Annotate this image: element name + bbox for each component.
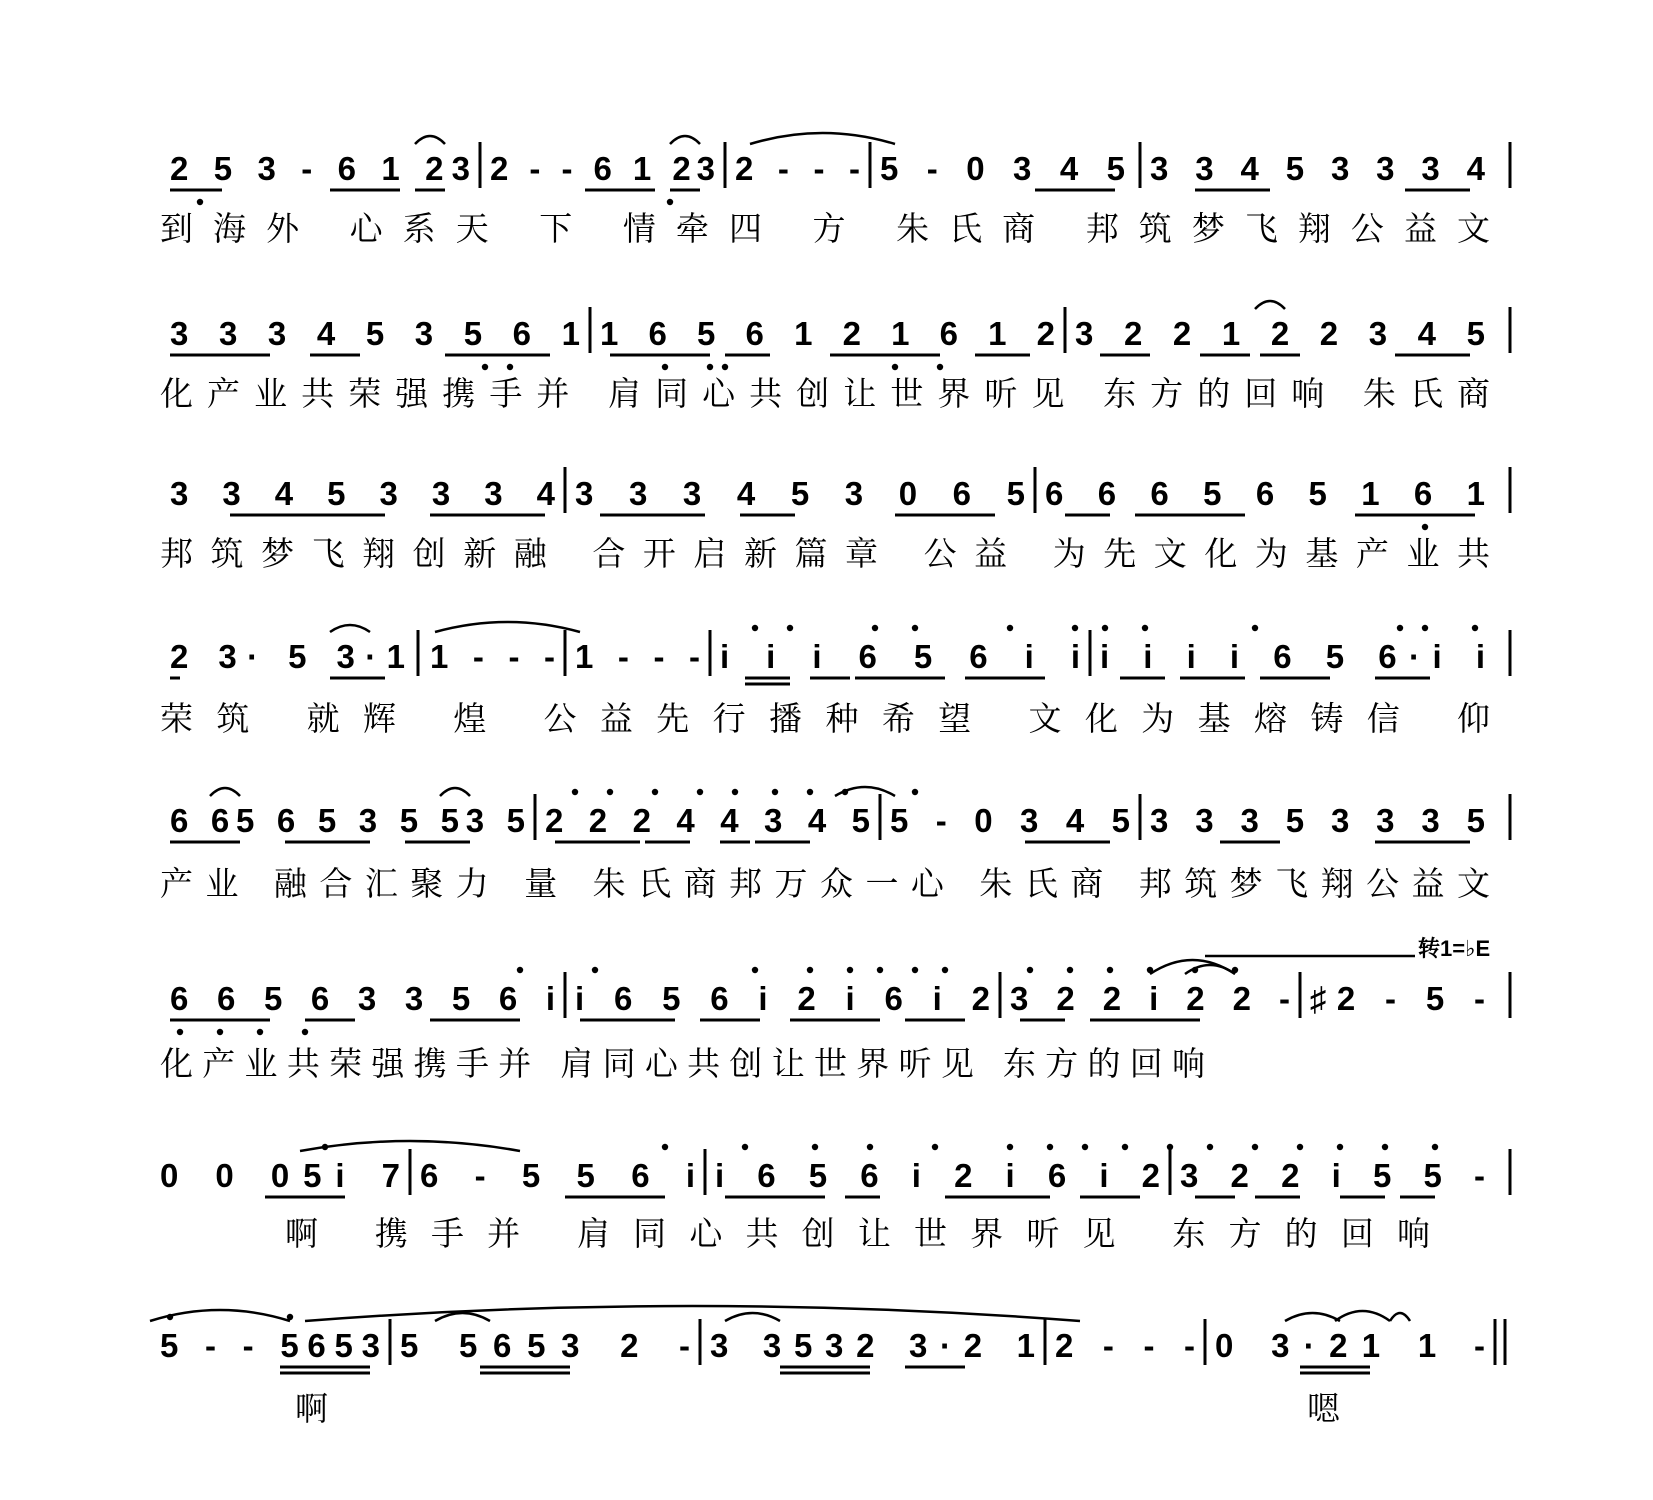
measure-notes: 3 3 4 5 3 3 3 4 [1150,150,1485,187]
octave-dot [752,625,758,631]
octave-dot [662,1144,668,1150]
octave-dot [592,967,598,973]
octave-dot [932,1144,938,1150]
lyric-line: 到海外 心系天 下 情牵四 方 朱氏商 邦筑梦飞翔公益文 [160,209,1491,248]
octave-dot [217,1029,223,1035]
measure-notes: 3 3 3 4 5 3 5 6 1 [170,315,580,352]
octave-dot [877,967,883,973]
octave-dot [1047,1144,1053,1150]
slur-arc [1285,1313,1340,1321]
octave-dot [707,364,713,370]
note-layer [160,150,1486,1364]
measure-notes: 6 6 5 6 3 3 5 6 i [170,980,555,1017]
octave-dot [1432,1144,1438,1150]
measure-notes: 6 6 6 5 6 5 1 6 1 [1045,475,1485,512]
octave-dot [722,364,728,370]
lyric-line: 化产业共荣强携手并 肩同心共创让世界听见 东方的回响 [160,1044,1205,1083]
measure-notes: 1 6 5 6 1 2 1 6 1 2 [600,315,1055,352]
slur-arc [1255,301,1285,309]
octave-dot [662,364,668,370]
measure-notes: i i i 6 5 6 i i [720,638,1080,675]
slur-arc [305,1306,1080,1321]
measure-notes: 1 - - - [430,638,555,675]
measure-notes: 2 5 3 - 6 1 23 [170,150,470,187]
octave-dot [482,364,488,370]
key-change-layer [1205,936,1490,961]
octave-dot [1107,967,1113,973]
octave-dot [507,364,513,370]
measure-notes: 5 - 0 3 4 5 [880,150,1125,187]
octave-dot [652,789,658,795]
measure-notes: 2 3· 5 3·1 [170,638,405,675]
octave-dot [302,1029,308,1035]
slur-arc [330,625,370,632]
measure-notes: 3 3 4 5 3 3 3 4 [170,475,555,512]
octave-dot [1472,625,1478,631]
octave-dot [1082,1144,1088,1150]
lyric-line: 荣筑 就辉 煌 公益先行播种希望 文化为基熔铸信 仰 [160,699,1490,738]
measure-notes: 3 3 3 4 5 3 0 6 5 [575,475,1025,512]
slur-arc [415,136,445,144]
octave-dot [807,967,813,973]
measure-notes: 6 65 6 5 3 5 53 5 [170,802,525,839]
octave-dot [1072,625,1078,631]
slur-arc [670,136,700,144]
measure-notes: 0 3·21 1 - [1215,1327,1485,1364]
measure-notes: 0 0 05i 7 [160,1157,400,1194]
lyric-line: 邦筑梦飞翔创新融 合开启新篇章 公益 为先文化为基产业共 [160,534,1491,573]
octave-dot [1297,1144,1303,1150]
octave-dot [1007,1144,1013,1150]
octave-dot [177,1029,183,1035]
lyric-line: 产业 融合汇聚力 量 朱氏商邦万众一心 朱氏商 邦筑梦飞翔公益文 [160,864,1490,903]
slur-arc [725,1313,780,1321]
measure-notes: 1 - - - [575,638,700,675]
octave-dot [697,789,703,795]
octave-dot [257,1029,263,1035]
octave-dot [812,1144,818,1150]
measure-notes: 3 2 2 1 2 2 3 4 5 [1075,315,1485,352]
octave-dot [732,789,738,795]
key-change-mark: 转1=♭E [1418,936,1491,961]
octave-dot-layer [167,199,1478,1320]
measure-notes: 3 3532 3·2 1 [710,1327,1035,1364]
octave-dot [942,967,948,973]
octave-dot [752,967,758,973]
octave-dot [667,199,673,205]
measure-notes: ♯2 - 5 - [1310,980,1485,1017]
octave-dot [1142,625,1148,631]
measure-notes: i 6 5 6 i 2 i 6 i 2 [715,1157,1160,1194]
octave-dot [807,789,813,795]
lyric-line: 啊 携手并 肩同心共创让世界听见 东方的回响 [285,1214,1430,1253]
measure-notes: 5 - 0 3 4 5 [890,802,1130,839]
measure-notes: 3 3 3 5 3 3 3 5 [1150,802,1485,839]
octave-dot [742,1144,748,1150]
octave-dot [1397,625,1403,631]
beam-layer [170,190,1475,1373]
measure-notes: 2 2 2 4 4 3 4 5 [545,802,870,839]
measure-notes: 6 - 5 5 6 i [420,1157,695,1194]
lyric-line: 啊 嗯 [295,1389,1340,1428]
slur-arc [435,622,580,632]
measure-notes: 2 - - - [735,150,860,187]
measure-notes: 2 - - 6 1 23 [490,150,715,187]
slur-arc [440,788,470,796]
octave-dot [607,789,613,795]
octave-dot [772,789,778,795]
octave-dot [1122,1144,1128,1150]
octave-dot [872,625,878,631]
octave-dot [1102,625,1108,631]
octave-dot [912,625,918,631]
octave-dot [912,967,918,973]
measure-notes: i i i i 6 5 6·i i [1100,638,1485,675]
octave-dot [517,967,523,973]
octave-dot [1422,625,1428,631]
octave-dot [1167,1144,1173,1150]
octave-dot [1422,524,1428,530]
octave-dot [787,625,793,631]
slur-arc [750,133,895,144]
slur-arc [1390,1313,1410,1321]
octave-dot [1007,625,1013,631]
measure-notes: 5 5653 2 - [400,1327,690,1364]
lyric-line: 化产业共荣强携手并 肩同心共创让世界听见 东方的回响 朱氏商 [160,374,1490,413]
slur-arc [435,1313,490,1321]
measure-notes: 5 - - 5653 [160,1327,380,1364]
octave-dot [1382,1144,1388,1150]
slur-arc [1335,1311,1390,1321]
octave-dot [1337,1144,1343,1150]
octave-dot [1252,625,1258,631]
octave-dot [1067,967,1073,973]
measure-notes: 2 - - - [1055,1327,1195,1364]
octave-dot [1027,967,1033,973]
measure-notes: 3 2 2 i 5 5 - [1180,1157,1485,1194]
octave-dot [1207,1144,1213,1150]
octave-dot [847,967,853,973]
octave-dot [912,789,918,795]
octave-dot [197,199,203,205]
octave-dot [1252,1144,1258,1150]
measure-notes: i 6 5 6 i 2 i 6 i 2 [575,980,990,1017]
octave-dot [937,364,943,370]
octave-dot [867,1144,873,1150]
measure-notes: 3 2 2 i 2 2 - [1010,980,1290,1017]
octave-dot [572,789,578,795]
octave-dot [892,364,898,370]
slur-arc [210,788,240,796]
